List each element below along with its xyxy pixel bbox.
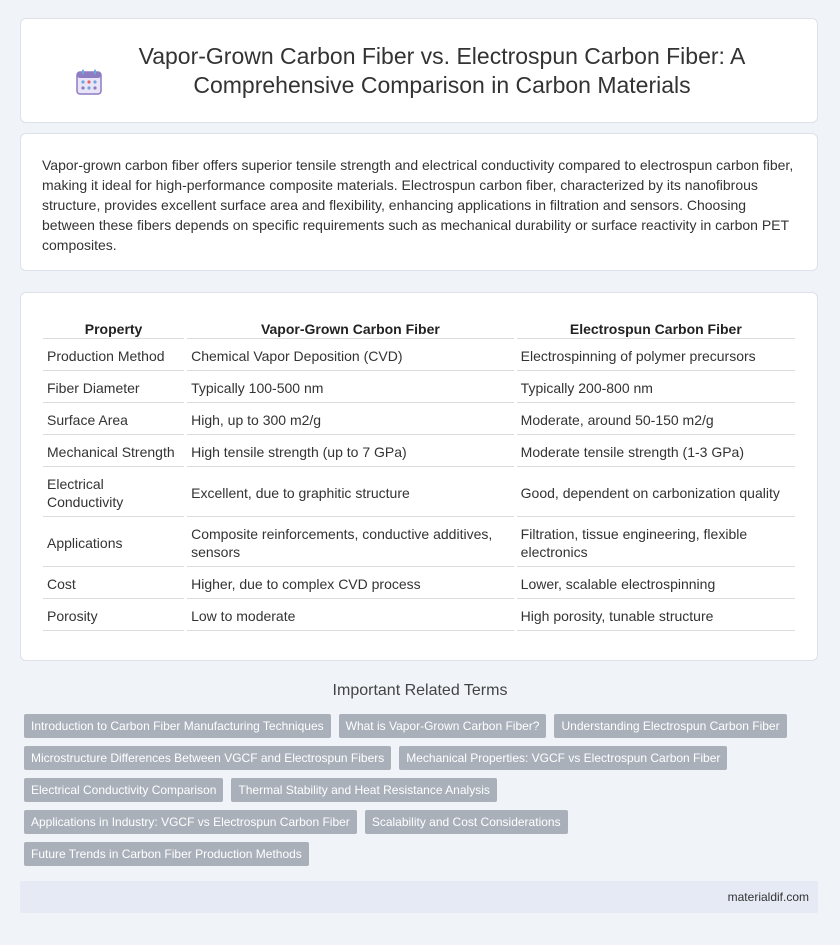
related-term-tag[interactable]: Understanding Electrospun Carbon Fiber: [554, 714, 786, 738]
related-term-tag[interactable]: What is Vapor-Grown Carbon Fiber?: [339, 714, 547, 738]
row-vapor-grown-value: Higher, due to complex CVD process: [187, 569, 514, 599]
row-electrospun-value: Typically 200-800 nm: [517, 373, 795, 403]
row-property: Cost: [43, 569, 184, 599]
footer-site-link[interactable]: materialdif.com: [727, 890, 809, 904]
row-property: Fiber Diameter: [43, 373, 184, 403]
row-vapor-grown-value: Chemical Vapor Deposition (CVD): [187, 341, 514, 371]
row-property: Electrical Conductivity: [43, 469, 184, 517]
calendar-grid-icon: [76, 69, 102, 95]
table-row: [43, 469, 795, 517]
row-vapor-grown-value: Low to moderate: [187, 601, 514, 631]
row-electrospun-value: Moderate, around 50-150 m2/g: [517, 405, 795, 435]
related-term-tag[interactable]: Microstructure Differences Between VGCF and Electrospun Fibers: [24, 746, 391, 770]
related-term-tag[interactable]: Applications in Industry: VGCF vs Electrospun Carbon Fiber: [24, 810, 357, 834]
row-electrospun-value: High porosity, tunable structure: [517, 601, 795, 631]
header-electrospun: Electrospun Carbon Fiber: [517, 317, 795, 339]
table-row: [43, 601, 795, 631]
table-row: [43, 569, 795, 599]
page-title: Vapor-Grown Carbon Fiber vs. Electrospun Carbon Fiber: A Comprehensive Comparison in Carbon Materials: [138, 42, 746, 98]
table-row: [43, 519, 795, 567]
row-electrospun-value: Good, dependent on carbonization quality: [517, 469, 795, 517]
related-term-tag[interactable]: Scalability and Cost Considerations: [365, 810, 568, 834]
row-electrospun-value: Electrospinning of polymer precursors: [517, 341, 795, 371]
row-property: Porosity: [43, 601, 184, 631]
comparison-table: [40, 315, 798, 633]
row-vapor-grown-value: High tensile strength (up to 7 GPa): [187, 437, 514, 467]
header-property: Property: [43, 317, 184, 339]
row-vapor-grown-value: Excellent, due to graphitic structure: [187, 469, 514, 517]
row-electrospun-value: Lower, scalable electrospinning: [517, 569, 795, 599]
row-property: Surface Area: [43, 405, 184, 435]
footer-bar: [20, 881, 818, 913]
table-row: [43, 341, 795, 371]
row-electrospun-value: Moderate tensile strength (1-3 GPa): [517, 437, 795, 467]
row-vapor-grown-value: Typically 100-500 nm: [187, 373, 514, 403]
intro-paragraph: Vapor-grown carbon fiber offers superior tensile strength and electrical conductivity compared to electrospun carbon fiber, making it ideal for high-performance composite materials. Electrospun carbon fiber, characterized by its nanofibrous structure, provides excellent surface area and flexibility, enhancing applications in filtration and sensors. Choosing between these fibers depends on specific requirements such as mechanical durability or surface reactivity in carbon PET composites.: [42, 157, 794, 253]
table-row: [43, 373, 795, 403]
intro-card: [20, 133, 818, 271]
table-row: [43, 405, 795, 435]
related-term-tag[interactable]: Mechanical Properties: VGCF vs Electrospun Carbon Fiber: [399, 746, 727, 770]
row-electrospun-value: Filtration, tissue engineering, flexible electronics: [517, 519, 795, 567]
header-vapor-grown: Vapor-Grown Carbon Fiber: [187, 317, 514, 339]
related-terms-heading: Important Related Terms: [332, 682, 508, 699]
related-term-tag[interactable]: Thermal Stability and Heat Resistance Analysis: [231, 778, 496, 802]
related-terms-list: [24, 714, 814, 866]
row-vapor-grown-value: High, up to 300 m2/g: [187, 405, 514, 435]
row-property: Applications: [43, 519, 184, 567]
row-property: Mechanical Strength: [43, 437, 184, 467]
related-term-tag[interactable]: Future Trends in Carbon Fiber Production Methods: [24, 842, 309, 866]
table-row: [43, 437, 795, 467]
comparison-table-card: [20, 292, 818, 661]
table-header-row: [43, 317, 795, 339]
related-term-tag[interactable]: Electrical Conductivity Comparison: [24, 778, 223, 802]
related-term-tag[interactable]: Introduction to Carbon Fiber Manufacturing Techniques: [24, 714, 331, 738]
title-wrap: [69, 42, 769, 100]
row-vapor-grown-value: Composite reinforcements, conductive additives, sensors: [187, 519, 514, 567]
row-property: Production Method: [43, 341, 184, 371]
title-card: [20, 18, 818, 123]
